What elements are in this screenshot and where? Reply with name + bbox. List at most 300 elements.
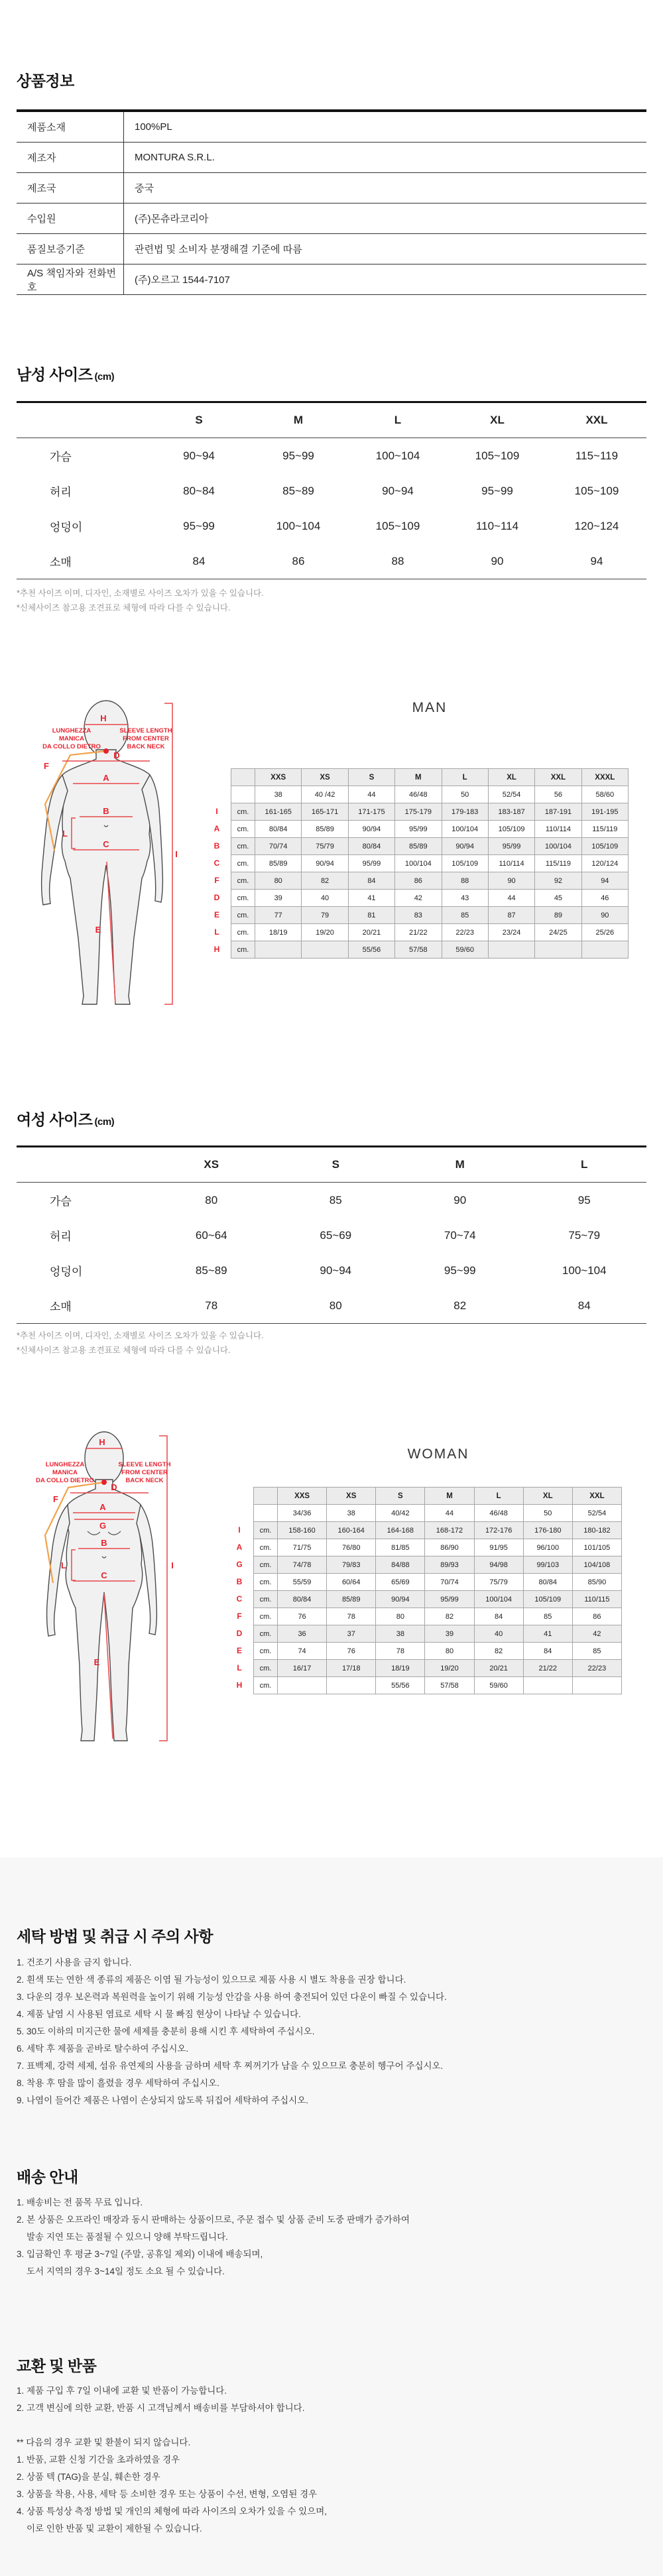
table-cell: 52/54	[572, 1505, 621, 1522]
table-cell: 39	[425, 1625, 474, 1643]
label-G: G	[99, 1521, 107, 1531]
row-letter: E	[236, 1646, 242, 1655]
table-cell: 80/84	[278, 1591, 327, 1608]
table-cell: 115/119	[581, 821, 628, 838]
table-row	[17, 111, 646, 143]
unit-cell: cm.	[231, 803, 255, 821]
text-line: 2. 본 상품은 오프라인 매장과 동시 판매하는 상품이므로, 주문 접수 및 상품 준비 도중 판매가 증가하여	[17, 2215, 410, 2225]
table-cell: 89	[535, 907, 581, 924]
unit-cell: cm.	[231, 855, 255, 872]
table-cell: 87	[488, 907, 534, 924]
table-cell: 172-176	[474, 1522, 523, 1539]
text-line: *신체사이즈 참고용 조견표로 체형에 따라 다를 수 있습니다.	[17, 1346, 231, 1355]
column-header: XXL	[535, 769, 581, 786]
table-cell: 78	[327, 1608, 376, 1625]
unit-cell: cm.	[254, 1522, 278, 1539]
column-header: XXS	[255, 769, 302, 786]
corner-cell	[17, 402, 149, 438]
table-cell: 70~74	[444, 1228, 476, 1242]
table-cell: 80/84	[255, 821, 302, 838]
women-size-footnotes	[17, 1328, 264, 1358]
info-value: (주)오르고 1544-7107	[124, 264, 647, 295]
table-cell: 90	[581, 907, 628, 924]
table-cell: 42	[395, 890, 442, 907]
table-cell: 55/56	[348, 941, 394, 959]
table-cell: 38	[327, 1505, 376, 1522]
table-cell: 70/74	[255, 838, 302, 855]
table-cell: 17/18	[327, 1660, 376, 1677]
women-size-table	[17, 1145, 646, 1324]
table-cell: 76/80	[327, 1539, 376, 1556]
chart-header-row	[254, 1488, 622, 1505]
table-cell: 100/104	[535, 838, 581, 855]
text-line: 1. 배송비는 전 품목 무료 입니다.	[17, 2197, 143, 2207]
table-cell: 90	[453, 1193, 467, 1206]
corner-cell	[17, 1147, 149, 1183]
table-cell: 55/56	[376, 1677, 425, 1694]
note-right-line1: SLEEVE LENGTH	[118, 1461, 171, 1468]
table-cell: 34/36	[278, 1505, 327, 1522]
table-cell: 84	[192, 554, 206, 567]
table-cell: 16/17	[278, 1660, 327, 1677]
note-right-line3: BACK NECK	[125, 1477, 164, 1484]
table-cell: 44	[348, 786, 394, 803]
table-cell: 179-183	[442, 803, 488, 821]
table-cell: 38	[376, 1625, 425, 1643]
text-line: 발송 지연 또는 품절될 수 있으니 양해 부탁드립니다.	[17, 2232, 228, 2242]
table-cell: 81	[348, 907, 394, 924]
table-row	[17, 1253, 646, 1288]
table-cell: 105/109	[581, 838, 628, 855]
chart-row	[231, 838, 629, 855]
returns-lines	[17, 2382, 653, 2538]
column-header: XXL	[572, 1488, 621, 1505]
note-right-line3: BACK NECK	[127, 743, 165, 750]
table-cell: 165-171	[302, 803, 348, 821]
column-header: XS	[302, 769, 348, 786]
table-cell: 86	[572, 1608, 621, 1625]
row-letter: F	[237, 1611, 242, 1621]
text-line: 1. 제품 구입 후 7일 이내에 교환 및 반품이 가능합니다.	[17, 2386, 227, 2396]
table-cell: 79	[302, 907, 348, 924]
table-cell: 99/103	[523, 1556, 572, 1574]
man-body	[61, 750, 151, 1004]
unit-cell: cm.	[231, 872, 255, 890]
chart-row	[231, 803, 629, 821]
label-D: D	[111, 1482, 117, 1492]
table-cell: 110~114	[475, 519, 519, 532]
table-cell: 82	[425, 1608, 474, 1625]
shipping-title: 배송 안내	[17, 2168, 78, 2186]
table-cell: 40/42	[376, 1505, 425, 1522]
shipping-lines	[17, 2194, 653, 2280]
table-cell: 78	[376, 1643, 425, 1660]
table-row	[17, 143, 646, 173]
women-size-title-text: 여성 사이즈	[17, 1111, 93, 1128]
note-left-line1: LUNGHEZZA	[52, 727, 91, 734]
table-cell: 59/60	[474, 1677, 523, 1694]
row-label: 엉덩이	[50, 1265, 83, 1278]
men-size-title-text: 남성 사이즈	[17, 366, 93, 383]
label-C: C	[101, 1570, 107, 1580]
table-cell: 80	[255, 872, 302, 890]
table-cell: 76	[327, 1643, 376, 1660]
men-size-footnotes	[17, 586, 264, 615]
table-cell: 80/84	[523, 1574, 572, 1591]
table-cell: 80	[205, 1193, 218, 1206]
man-chart-row-letters	[210, 786, 224, 958]
table-cell: 24/25	[535, 924, 581, 941]
chart-row	[231, 924, 629, 941]
table-cell: 110/114	[535, 821, 581, 838]
info-label: A/S 책임자와 전화번호	[17, 264, 124, 295]
table-cell: 39	[255, 890, 302, 907]
table-cell: 50	[442, 786, 488, 803]
info-value: 중국	[124, 173, 647, 204]
text-line: 7. 표백제, 강력 세제, 섬유 유연제의 사용을 금하며 세탁 후 찌꺼기가 남을 수 있으므로 충분히 헹구어 주십시오.	[17, 2061, 444, 2071]
column-header: XL	[523, 1488, 572, 1505]
measure-bracket-I	[164, 703, 172, 1004]
table-cell: 88	[442, 872, 488, 890]
table-cell: 90	[488, 872, 534, 890]
table-cell: 80/84	[348, 838, 394, 855]
women-size-title	[17, 1108, 114, 1130]
table-cell: 45	[535, 890, 581, 907]
women-size-unit: (cm)	[94, 1116, 115, 1128]
table-cell: 100/104	[474, 1591, 523, 1608]
text-line: 3. 다운의 경우 보온력과 복원력을 높이기 위해 기능성 안감을 사용 하여 충전되어 있던 다운이 빠질 수 있습니다.	[17, 1992, 447, 2002]
care-lines	[17, 1954, 653, 2109]
unit-cell: cm.	[231, 907, 255, 924]
text-line: 1. 건조기 사용을 금지 합니다.	[17, 1958, 132, 1967]
row-letter	[232, 1504, 247, 1521]
woman-figure-diagram	[32, 1431, 182, 1747]
woman-body	[66, 1480, 142, 1741]
table-cell: 100~104	[562, 1263, 607, 1277]
table-cell: 60/64	[327, 1574, 376, 1591]
table-cell: 22/23	[442, 924, 488, 941]
man-figure-diagram	[32, 698, 182, 1011]
text-line: ** 다음의 경우 교환 및 환불이 되지 않습니다.	[17, 2437, 191, 2447]
unit-cell: cm.	[254, 1556, 278, 1574]
column-header: M	[395, 769, 442, 786]
row-letter: A	[213, 824, 220, 833]
column-header: M	[425, 1488, 474, 1505]
table-cell	[523, 1677, 572, 1694]
text-line: *신체사이즈 참고용 조견표로 체형에 따라 다를 수 있습니다.	[17, 603, 231, 613]
info-value: 관련법 및 소비자 분쟁해결 기준에 따름	[124, 234, 647, 264]
chart-row	[231, 941, 629, 959]
table-cell: 56	[535, 786, 581, 803]
label-B: B	[101, 1538, 107, 1548]
table-cell: 95/99	[488, 838, 534, 855]
label-A: A	[103, 773, 109, 783]
table-cell: 50	[523, 1505, 572, 1522]
back-neck-point	[103, 748, 109, 754]
chart-row	[231, 821, 629, 838]
table-cell: 57/58	[395, 941, 442, 959]
table-cell: 85/89	[395, 838, 442, 855]
table-cell: 41	[523, 1625, 572, 1643]
unit-cell	[231, 786, 255, 803]
table-cell: 84	[523, 1643, 572, 1660]
text-line: 8. 착용 후 땀을 많이 흘렸을 경우 세탁하여 주십시오.	[17, 2078, 219, 2088]
table-cell: 85	[572, 1643, 621, 1660]
unit-cell: cm.	[254, 1677, 278, 1694]
men-size-table	[17, 401, 646, 579]
column-header: XXS	[278, 1488, 327, 1505]
row-label: 엉덩이	[50, 521, 83, 534]
column-header: XS	[327, 1488, 376, 1505]
row-letter: B	[213, 841, 220, 850]
table-cell: 58/60	[581, 786, 628, 803]
chart-row	[231, 786, 629, 803]
row-label: 허리	[50, 1230, 72, 1243]
table-cell: 37	[327, 1625, 376, 1643]
unit-cell: cm.	[231, 941, 255, 959]
unit-cell: cm.	[231, 838, 255, 855]
table-cell: 22/23	[572, 1660, 621, 1677]
table-cell: 85/90	[572, 1574, 621, 1591]
text-line	[17, 2417, 653, 2434]
table-header-row	[17, 402, 646, 438]
row-label: 허리	[50, 486, 72, 498]
table-cell: 100/104	[442, 821, 488, 838]
table-cell: 74	[278, 1643, 327, 1660]
table-cell: 41	[348, 890, 394, 907]
unit-cell: cm.	[231, 821, 255, 838]
label-L: L	[62, 829, 68, 839]
table-cell: 115~119	[575, 449, 619, 462]
woman-chart-title: WOMAN	[407, 1446, 469, 1462]
table-cell: 91/95	[474, 1539, 523, 1556]
table-cell	[278, 1677, 327, 1694]
table-cell	[488, 941, 534, 959]
label-E: E	[93, 1657, 100, 1667]
chart-row	[254, 1677, 622, 1694]
row-label: 소매	[50, 556, 72, 569]
row-letter: H	[213, 945, 220, 954]
unit-cell: cm.	[254, 1643, 278, 1660]
table-cell: 95/99	[395, 821, 442, 838]
table-cell: 38	[255, 786, 302, 803]
row-letter: I	[238, 1525, 241, 1535]
row-letter: L	[237, 1663, 242, 1672]
table-cell: 161-165	[255, 803, 302, 821]
table-cell: 55/59	[278, 1574, 327, 1591]
table-cell: 105~109	[375, 519, 420, 532]
info-label: 제조국	[17, 173, 124, 204]
table-cell: 77	[255, 907, 302, 924]
table-cell: 60~64	[195, 1228, 227, 1242]
table-cell: 71/75	[278, 1539, 327, 1556]
note-left-line3: DA COLLO DIETRO	[42, 743, 101, 750]
returns-title: 교환 및 반품	[17, 2357, 97, 2374]
table-cell: 180-182	[572, 1522, 621, 1539]
table-cell: 85/89	[302, 821, 348, 838]
chart-row	[254, 1522, 622, 1539]
info-label: 제품소재	[17, 111, 124, 143]
table-cell: 74/78	[278, 1556, 327, 1574]
unit-cell	[254, 1505, 278, 1522]
table-cell: 70/74	[425, 1574, 474, 1591]
table-cell: 52/54	[488, 786, 534, 803]
table-cell: 40 /42	[302, 786, 348, 803]
table-cell: 84	[348, 872, 394, 890]
label-C: C	[103, 839, 109, 849]
table-cell: 94	[581, 872, 628, 890]
table-cell	[572, 1677, 621, 1694]
table-cell: 86	[395, 872, 442, 890]
table-cell: 115/119	[535, 855, 581, 872]
table-row	[17, 1288, 646, 1324]
table-cell: 82	[302, 872, 348, 890]
table-cell: 105/109	[488, 821, 534, 838]
table-cell: 86	[292, 554, 305, 567]
text-line: 2. 고객 변심에 의한 교환, 반품 시 고객님께서 배송비를 부담하셔야 합니다.	[17, 2403, 305, 2413]
table-cell	[535, 941, 581, 959]
table-cell: 101/105	[572, 1539, 621, 1556]
table-row	[17, 264, 646, 295]
row-letter: B	[236, 1577, 243, 1586]
table-cell: 94/98	[474, 1556, 523, 1574]
table-cell: 96/100	[523, 1539, 572, 1556]
column-header: L	[442, 769, 488, 786]
column-header: S	[376, 1488, 425, 1505]
row-letter	[210, 786, 224, 803]
column-header: M	[398, 1147, 522, 1183]
table-cell: 95	[577, 1193, 591, 1206]
table-cell: 105/109	[523, 1591, 572, 1608]
table-row	[17, 204, 646, 234]
text-line: 3. 상품을 착용, 사용, 세탁 등 소비한 경우 또는 상품이 수선, 변형, 오염된 경우	[17, 2489, 318, 2499]
chart-row	[231, 890, 629, 907]
table-cell: 120~124	[574, 519, 619, 532]
text-line: *추천 사이즈 이며, 디자인, 소재별로 사이즈 오차가 있을 수 있습니다.	[17, 589, 264, 598]
chart-row	[254, 1660, 622, 1677]
table-cell: 23/24	[488, 924, 534, 941]
table-cell: 90/94	[348, 821, 394, 838]
table-cell: 92	[535, 872, 581, 890]
text-line: 4. 상품 특성상 측정 방법 및 개인의 체형에 따라 사이즈의 오차가 있을 수 있으며,	[17, 2506, 328, 2516]
table-cell: 43	[442, 890, 488, 907]
table-cell: 100/104	[395, 855, 442, 872]
table-cell: 90/94	[442, 838, 488, 855]
table-cell: 120/124	[581, 855, 628, 872]
table-cell: 40	[474, 1625, 523, 1643]
table-row	[17, 438, 646, 474]
table-cell: 76	[278, 1608, 327, 1625]
label-H: H	[99, 1437, 105, 1447]
product-info-table	[17, 109, 646, 295]
table-cell: 187-191	[535, 803, 581, 821]
table-cell: 90~94	[183, 449, 215, 462]
table-cell: 84	[474, 1608, 523, 1625]
table-cell: 175-179	[395, 803, 442, 821]
text-line: 3. 입금확인 후 평균 3~7일 (주말, 공휴일 제외) 이내에 배송되며,	[17, 2249, 263, 2259]
table-cell: 105/109	[442, 855, 488, 872]
table-row	[17, 1183, 646, 1218]
column-header: L	[348, 402, 448, 438]
chart-row	[231, 907, 629, 924]
table-cell: 25/26	[581, 924, 628, 941]
table-cell: 95/99	[425, 1591, 474, 1608]
product-info-title: 상품정보	[17, 72, 74, 89]
table-cell: 75/79	[474, 1574, 523, 1591]
table-cell: 90~94	[382, 484, 414, 497]
unit-cell: cm.	[231, 890, 255, 907]
table-cell: 105~109	[475, 449, 520, 462]
man-size-chart-table	[231, 768, 629, 959]
row-label: 가슴	[50, 451, 72, 463]
table-cell: 104/108	[572, 1556, 621, 1574]
table-cell: 85	[442, 907, 488, 924]
table-cell: 44	[425, 1505, 474, 1522]
table-cell: 46/48	[474, 1505, 523, 1522]
text-line: 6. 세탁 후 제품을 곧바로 탈수하여 주십시오.	[17, 2044, 189, 2054]
chart-row	[254, 1556, 622, 1574]
row-label: 가슴	[50, 1195, 72, 1208]
table-cell	[581, 941, 628, 959]
table-cell: 90~94	[320, 1263, 352, 1277]
chart-header-row	[231, 769, 629, 786]
text-line: 이로 인한 반품 및 교환이 제한될 수 있습니다.	[17, 2524, 202, 2534]
table-cell: 168-172	[425, 1522, 474, 1539]
column-header: S	[274, 1147, 398, 1183]
column-header: XS	[149, 1147, 274, 1183]
chart-row	[254, 1643, 622, 1660]
table-header-row	[17, 1147, 646, 1183]
table-cell	[327, 1677, 376, 1694]
table-cell: 95~99	[183, 519, 215, 532]
info-label: 제조자	[17, 143, 124, 173]
label-A: A	[99, 1502, 106, 1512]
text-line: 5. 30도 이하의 미지근한 물에 세제를 충분히 용해 시킨 후 세탁하여 주십시오.	[17, 2026, 315, 2036]
table-cell: 40	[302, 890, 348, 907]
table-cell: 95~99	[282, 449, 314, 462]
table-cell: 80	[329, 1299, 342, 1312]
label-D: D	[113, 750, 120, 760]
table-row	[17, 173, 646, 204]
label-F: F	[53, 1494, 58, 1504]
table-cell: 46	[581, 890, 628, 907]
note-left-line2: MANICA	[52, 1469, 78, 1476]
unit-cell: cm.	[254, 1660, 278, 1677]
table-cell: 85	[523, 1608, 572, 1625]
column-header: S	[348, 769, 394, 786]
note-left-line1: LUNGHEZZA	[45, 1461, 85, 1468]
table-cell: 95/99	[348, 855, 394, 872]
text-line: *추천 사이즈 이며, 디자인, 소재별로 사이즈 오차가 있을 수 있습니다.	[17, 1331, 264, 1340]
column-header: XL	[448, 402, 547, 438]
row-letter: A	[236, 1543, 243, 1552]
chart-row	[254, 1574, 622, 1591]
table-cell: 44	[488, 890, 534, 907]
table-cell: 57/58	[425, 1677, 474, 1694]
table-row	[17, 473, 646, 508]
table-cell: 20/21	[348, 924, 394, 941]
table-cell: 85/89	[255, 855, 302, 872]
man-chart-title: MAN	[412, 700, 448, 715]
table-cell: 18/19	[376, 1660, 425, 1677]
table-cell: 82	[474, 1643, 523, 1660]
table-cell: 21/22	[395, 924, 442, 941]
table-cell: 75/79	[302, 838, 348, 855]
table-cell: 18/19	[255, 924, 302, 941]
table-cell: 19/20	[302, 924, 348, 941]
table-row	[17, 234, 646, 264]
chart-row	[254, 1591, 622, 1608]
